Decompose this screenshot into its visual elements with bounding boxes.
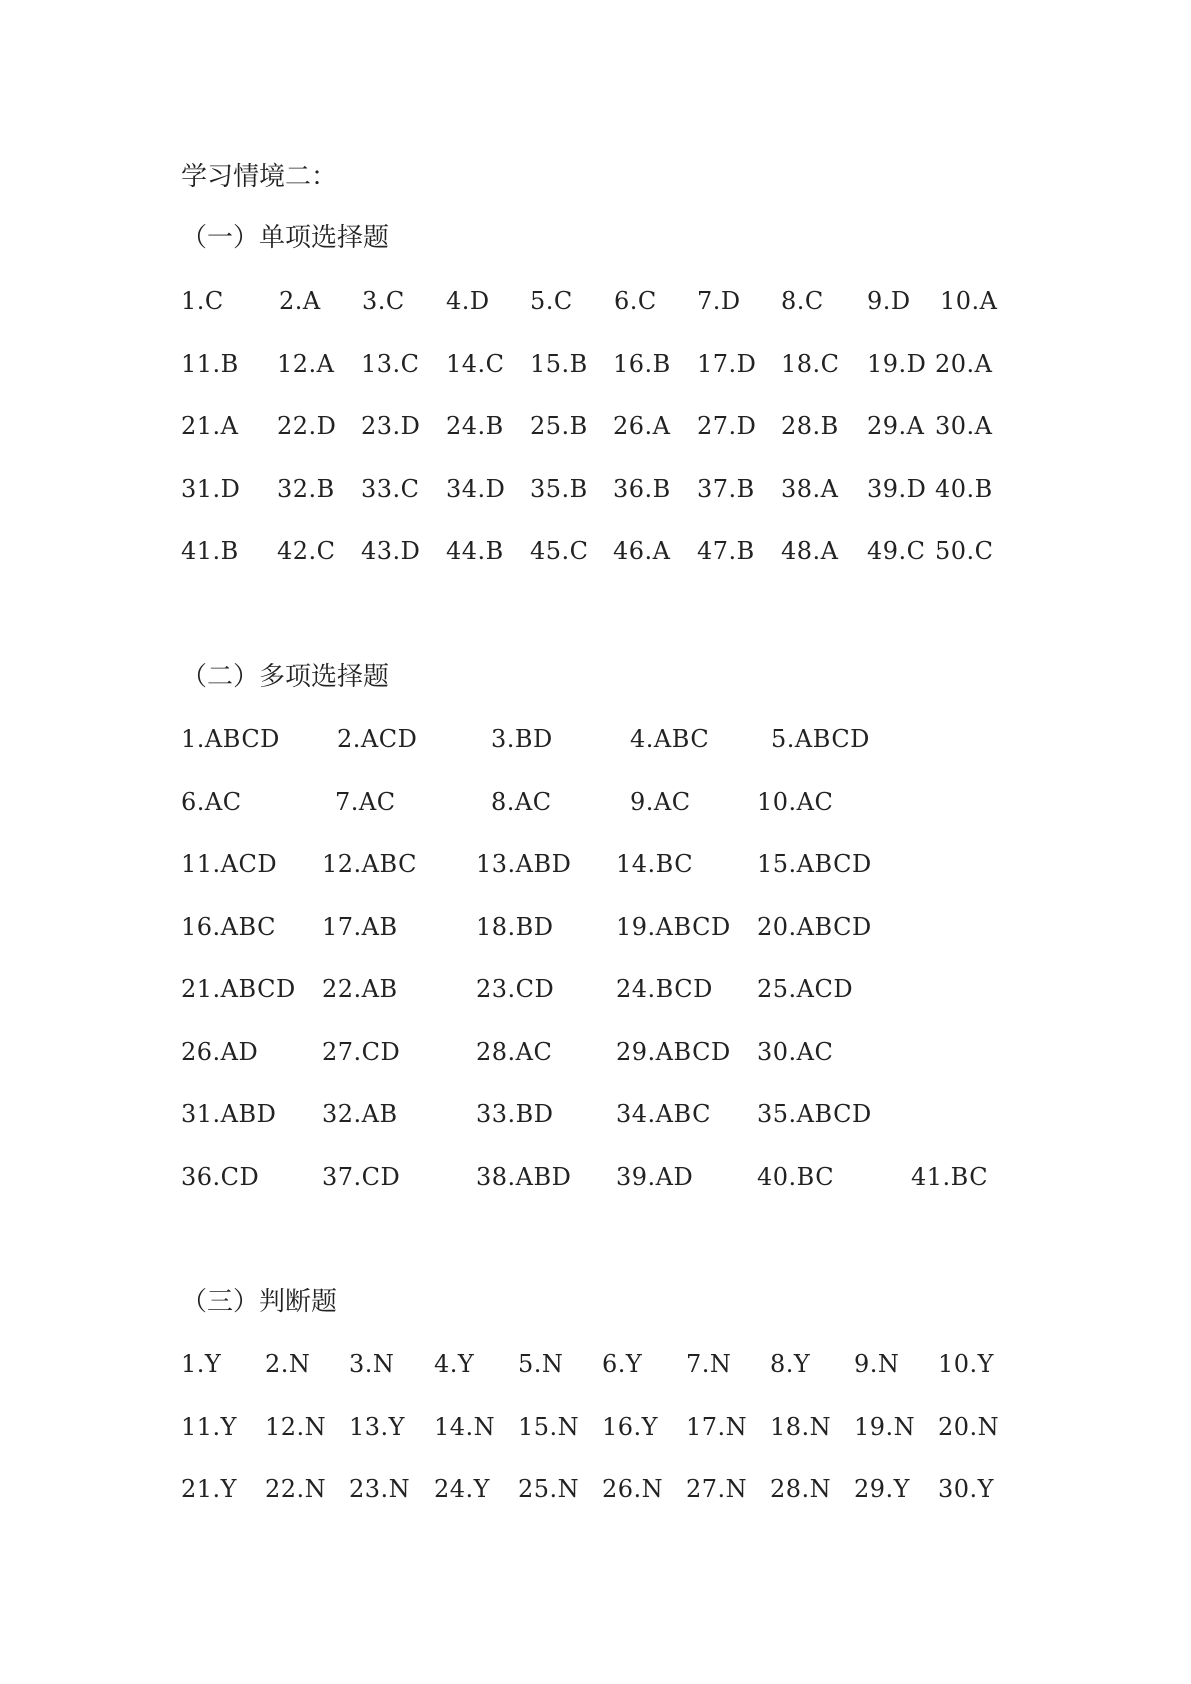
true-false-answer: 6.Y xyxy=(602,1350,643,1378)
true-false-answer: 16.Y xyxy=(602,1413,659,1441)
single-choice-answer: 8.C xyxy=(781,287,824,315)
true-false-answer: 11.Y xyxy=(181,1413,238,1441)
single-choice-answer: 45.C xyxy=(530,537,589,565)
single-choice-answer: 34.D xyxy=(446,475,506,503)
multiple-choice-answer: 16.ABC xyxy=(181,913,276,941)
single-choice-answer: 9.D xyxy=(867,287,911,315)
true-false-answer: 4.Y xyxy=(434,1350,475,1378)
true-false-answer: 9.N xyxy=(854,1350,900,1378)
true-false-row xyxy=(181,1411,1081,1443)
single-choice-answer: 29.A xyxy=(867,412,925,440)
multiple-choice-answer: 5.ABCD xyxy=(771,725,870,753)
section-heading-single-choice: （一）单项选择题 xyxy=(181,223,390,253)
true-false-answer: 23.N xyxy=(349,1475,411,1503)
true-false-answer: 18.N xyxy=(770,1413,832,1441)
multiple-choice-answer: 34.ABC xyxy=(616,1100,711,1128)
single-choice-answer: 31.D xyxy=(181,475,241,503)
multiple-choice-answer: 35.ABCD xyxy=(757,1100,872,1128)
single-choice-answer: 6.C xyxy=(614,287,657,315)
single-choice-answer: 15.B xyxy=(530,350,588,378)
true-false-answer: 7.N xyxy=(686,1350,732,1378)
true-false-answer: 24.Y xyxy=(434,1475,491,1503)
single-choice-answer: 12.A xyxy=(277,350,335,378)
multiple-choice-row xyxy=(181,848,1081,880)
multiple-choice-answer: 7.AC xyxy=(335,788,396,816)
single-choice-answer: 18.C xyxy=(781,350,840,378)
single-choice-answer: 27.D xyxy=(697,412,757,440)
single-choice-answer: 49.C xyxy=(867,537,926,565)
multiple-choice-answer: 6.AC xyxy=(181,788,242,816)
multiple-choice-answer: 13.ABD xyxy=(476,850,572,878)
true-false-answer: 3.N xyxy=(349,1350,395,1378)
single-choice-answer: 40.B xyxy=(935,475,993,503)
true-false-answer: 15.N xyxy=(518,1413,580,1441)
multiple-choice-answer: 39.AD xyxy=(616,1163,694,1191)
multiple-choice-answer: 24.BCD xyxy=(616,975,713,1003)
multiple-choice-answer: 25.ACD xyxy=(757,975,854,1003)
single-choice-answer: 30.A xyxy=(935,412,993,440)
multiple-choice-answer: 3.BD xyxy=(491,725,553,753)
single-choice-answer: 33.C xyxy=(361,475,420,503)
true-false-answer: 29.Y xyxy=(854,1475,911,1503)
multiple-choice-answer: 30.AC xyxy=(757,1038,834,1066)
true-false-answer: 13.Y xyxy=(349,1413,406,1441)
true-false-answer: 25.N xyxy=(518,1475,580,1503)
single-choice-answer: 1.C xyxy=(181,287,224,315)
single-choice-answer: 3.C xyxy=(362,287,405,315)
single-choice-answer: 26.A xyxy=(613,412,671,440)
multiple-choice-answer: 18.BD xyxy=(476,913,554,941)
multiple-choice-answer: 15.ABCD xyxy=(757,850,872,878)
multiple-choice-answer: 29.ABCD xyxy=(616,1038,731,1066)
true-false-answer: 1.Y xyxy=(181,1350,222,1378)
single-choice-answer: 16.B xyxy=(613,350,671,378)
multiple-choice-answer: 14.BC xyxy=(616,850,694,878)
multiple-choice-row xyxy=(181,786,1081,818)
multiple-choice-answer: 12.ABC xyxy=(322,850,417,878)
multiple-choice-answer: 8.AC xyxy=(491,788,552,816)
single-choice-row xyxy=(181,473,1081,505)
single-choice-answer: 37.B xyxy=(697,475,755,503)
single-choice-answer: 24.B xyxy=(446,412,504,440)
single-choice-row xyxy=(181,535,1081,567)
multiple-choice-answer: 9.AC xyxy=(630,788,691,816)
section-heading-multiple-choice: （二）多项选择题 xyxy=(181,662,390,692)
true-false-row xyxy=(181,1473,1081,1505)
multiple-choice-answer: 23.CD xyxy=(476,975,555,1003)
multiple-choice-answer: 26.AD xyxy=(181,1038,259,1066)
single-choice-answer: 36.B xyxy=(613,475,671,503)
multiple-choice-answer: 10.AC xyxy=(757,788,834,816)
multiple-choice-answer: 32.AB xyxy=(322,1100,398,1128)
true-false-row xyxy=(181,1348,1081,1380)
single-choice-answer: 13.C xyxy=(361,350,420,378)
single-choice-answer: 25.B xyxy=(530,412,588,440)
multiple-choice-answer: 33.BD xyxy=(476,1100,554,1128)
multiple-choice-answer: 20.ABCD xyxy=(757,913,872,941)
multiple-choice-row xyxy=(181,723,1081,755)
single-choice-answer: 35.B xyxy=(530,475,588,503)
true-false-answer: 17.N xyxy=(686,1413,748,1441)
multiple-choice-answer: 19.ABCD xyxy=(616,913,731,941)
true-false-answer: 20.N xyxy=(938,1413,1000,1441)
single-choice-row xyxy=(181,348,1081,380)
multiple-choice-answer: 40.BC xyxy=(757,1163,835,1191)
multiple-choice-row xyxy=(181,1161,1081,1193)
single-choice-answer: 5.C xyxy=(530,287,573,315)
multiple-choice-row xyxy=(181,973,1081,1005)
multiple-choice-answer: 28.AC xyxy=(476,1038,553,1066)
true-false-answer: 26.N xyxy=(602,1475,664,1503)
multiple-choice-answer: 37.CD xyxy=(322,1163,401,1191)
multiple-choice-row xyxy=(181,1098,1081,1130)
multiple-choice-answer: 4.ABC xyxy=(630,725,710,753)
multiple-choice-row xyxy=(181,1036,1081,1068)
single-choice-row xyxy=(181,410,1081,442)
section-heading-true-false: （三）判断题 xyxy=(181,1287,338,1317)
single-choice-answer: 28.B xyxy=(781,412,839,440)
multiple-choice-answer: 17.AB xyxy=(322,913,398,941)
multiple-choice-answer: 1.ABCD xyxy=(181,725,280,753)
true-false-answer: 8.Y xyxy=(770,1350,811,1378)
single-choice-answer: 47.B xyxy=(697,537,755,565)
single-choice-answer: 22.D xyxy=(277,412,337,440)
single-choice-answer: 21.A xyxy=(181,412,239,440)
single-choice-answer: 4.D xyxy=(446,287,490,315)
single-choice-answer: 17.D xyxy=(697,350,757,378)
multiple-choice-answer: 2.ACD xyxy=(337,725,418,753)
multiple-choice-answer: 41.BC xyxy=(911,1163,989,1191)
single-choice-answer: 32.B xyxy=(277,475,335,503)
true-false-answer: 12.N xyxy=(265,1413,327,1441)
multiple-choice-row xyxy=(181,911,1081,943)
true-false-answer: 28.N xyxy=(770,1475,832,1503)
single-choice-answer: 39.D xyxy=(867,475,927,503)
single-choice-answer: 23.D xyxy=(361,412,421,440)
single-choice-answer: 2.A xyxy=(279,287,321,315)
single-choice-answer: 42.C xyxy=(277,537,336,565)
true-false-answer: 21.Y xyxy=(181,1475,238,1503)
true-false-answer: 10.Y xyxy=(938,1350,995,1378)
single-choice-answer: 41.B xyxy=(181,537,239,565)
single-choice-answer: 10.A xyxy=(940,287,998,315)
single-choice-answer: 46.A xyxy=(613,537,671,565)
true-false-answer: 30.Y xyxy=(938,1475,995,1503)
true-false-answer: 5.N xyxy=(518,1350,564,1378)
single-choice-answer: 43.D xyxy=(361,537,421,565)
single-choice-answer: 20.A xyxy=(935,350,993,378)
true-false-answer: 22.N xyxy=(265,1475,327,1503)
multiple-choice-answer: 21.ABCD xyxy=(181,975,296,1003)
single-choice-row xyxy=(181,285,1081,317)
true-false-answer: 19.N xyxy=(854,1413,916,1441)
single-choice-answer: 50.C xyxy=(935,537,994,565)
multiple-choice-answer: 22.AB xyxy=(322,975,398,1003)
multiple-choice-answer: 38.ABD xyxy=(476,1163,572,1191)
multiple-choice-answer: 36.CD xyxy=(181,1163,260,1191)
single-choice-answer: 38.A xyxy=(781,475,839,503)
multiple-choice-answer: 31.ABD xyxy=(181,1100,277,1128)
single-choice-answer: 7.D xyxy=(697,287,741,315)
multiple-choice-answer: 11.ACD xyxy=(181,850,278,878)
single-choice-answer: 11.B xyxy=(181,350,239,378)
single-choice-answer: 19.D xyxy=(867,350,927,378)
single-choice-answer: 14.C xyxy=(446,350,505,378)
true-false-answer: 27.N xyxy=(686,1475,748,1503)
page-title: 学习情境二： xyxy=(181,162,338,192)
multiple-choice-answer: 27.CD xyxy=(322,1038,401,1066)
single-choice-answer: 44.B xyxy=(446,537,504,565)
true-false-answer: 2.N xyxy=(265,1350,311,1378)
true-false-answer: 14.N xyxy=(434,1413,496,1441)
single-choice-answer: 48.A xyxy=(781,537,839,565)
